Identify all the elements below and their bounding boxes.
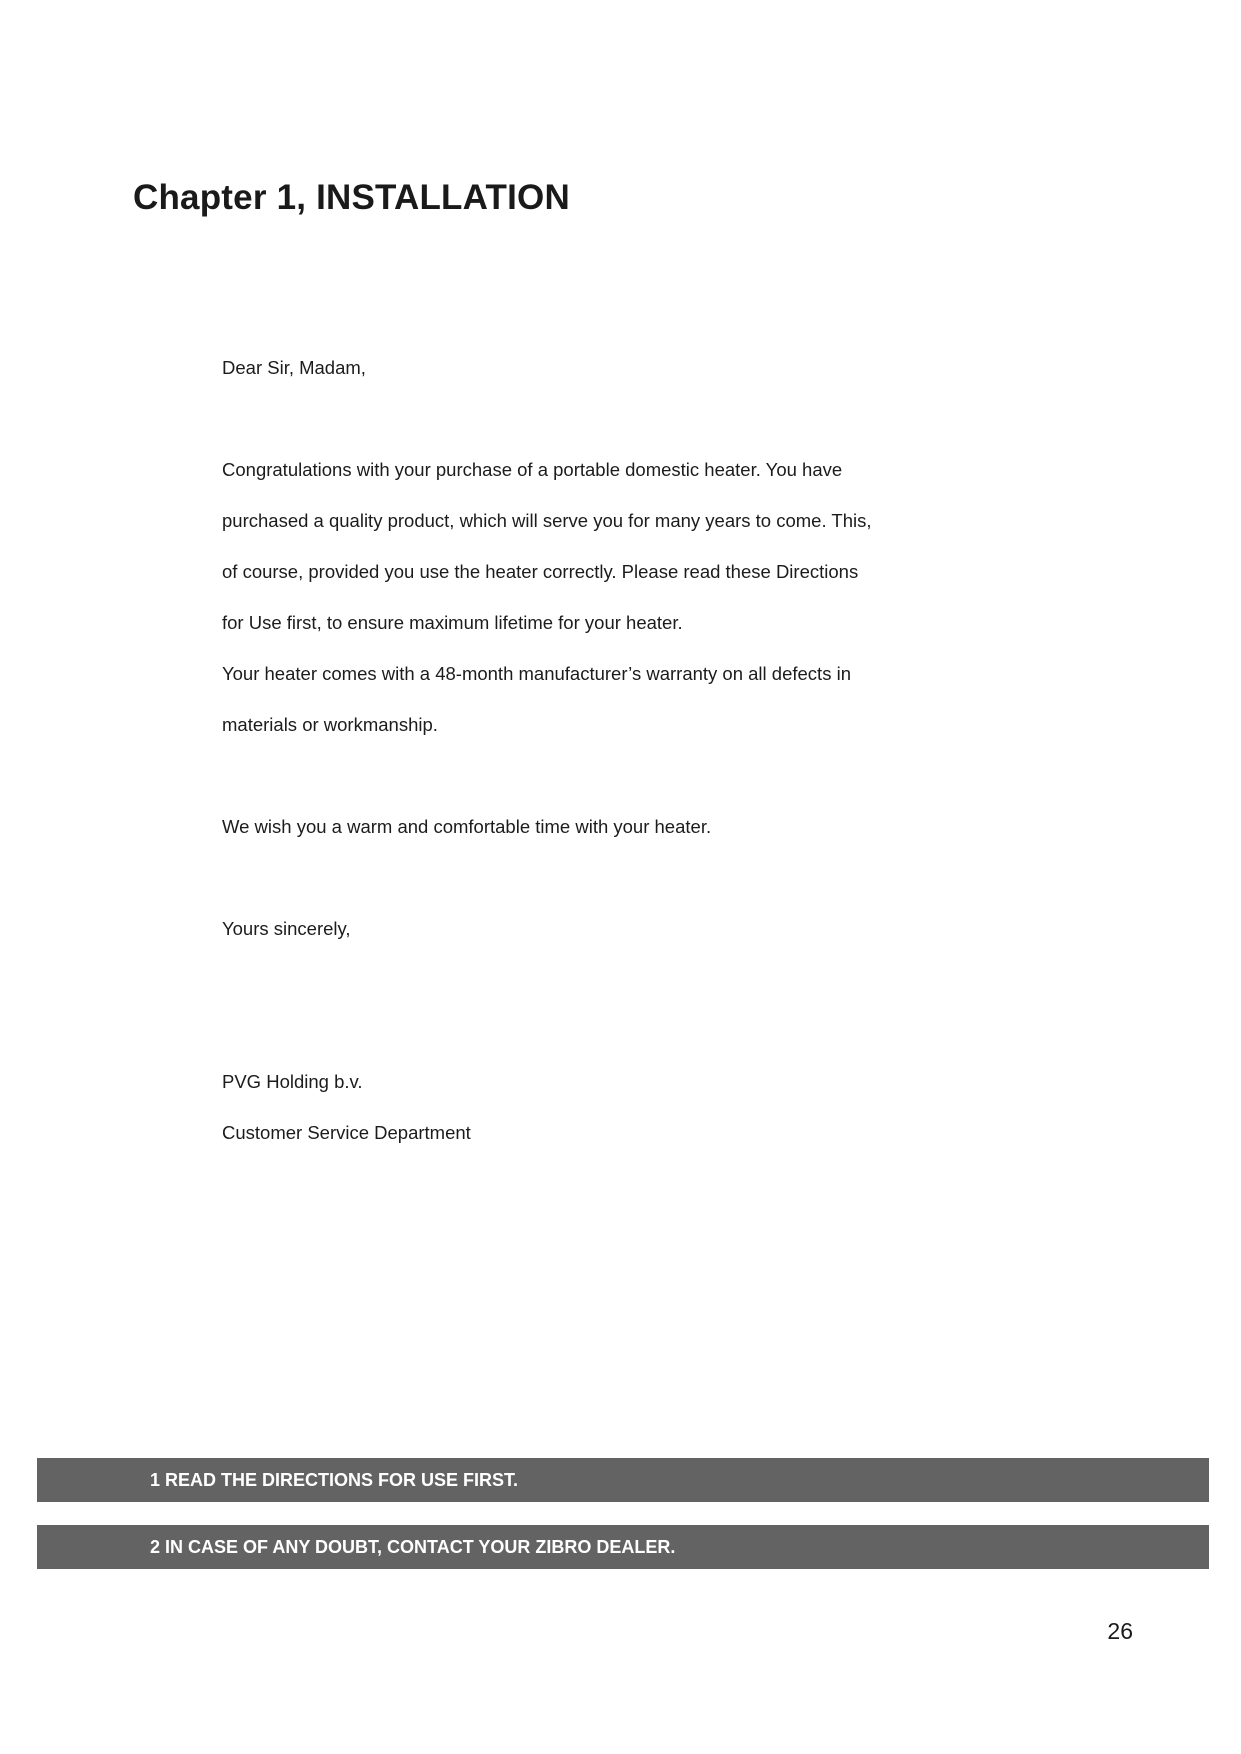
sender-company: PVG Holding b.v.	[222, 1071, 363, 1092]
chapter-title: Chapter 1, INSTALLATION	[133, 178, 570, 217]
body-line: purchased a quality product, which will serve you for many years to come. This,	[222, 510, 872, 531]
wish-line: We wish you a warm and comfortable time with your heater.	[222, 816, 712, 837]
body-line: Your heater comes with a 48-month manufacturer’s warranty on all defects in	[222, 663, 851, 684]
notice-bar-contact-dealer: 2 IN CASE OF ANY DOUBT, CONTACT YOUR ZIBRO DEALER.	[37, 1525, 1209, 1569]
body-line: Congratulations with your purchase of a portable domestic heater. You have	[222, 459, 843, 480]
body-line: materials or workmanship.	[222, 714, 438, 735]
closing: Yours sincerely,	[222, 918, 351, 939]
body-line: for Use first, to ensure maximum lifetime for your heater.	[222, 612, 683, 633]
notice-bar-read-directions: 1 READ THE DIRECTIONS FOR USE FIRST.	[37, 1458, 1209, 1502]
salutation: Dear Sir, Madam,	[222, 357, 366, 378]
sender-department: Customer Service Department	[222, 1122, 471, 1143]
page-number: 26	[1107, 1618, 1133, 1644]
body-line: of course, provided you use the heater correctly. Please read these Directions	[222, 561, 859, 582]
